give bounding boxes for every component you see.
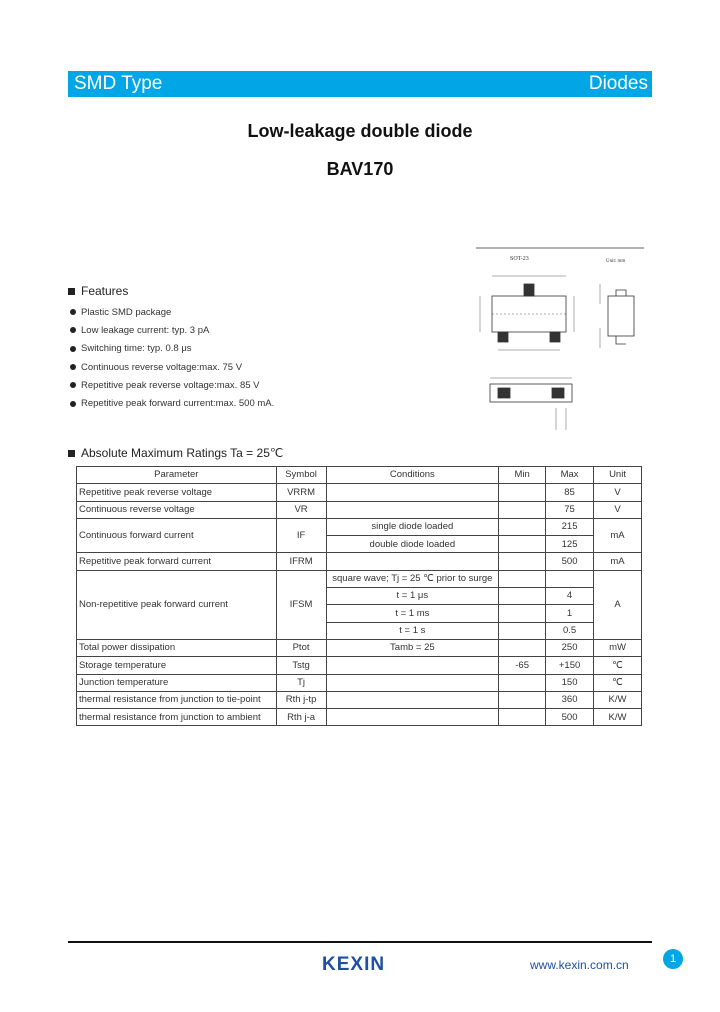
page-number-badge: 1 xyxy=(663,949,683,969)
symbol-cell: Rth j-a xyxy=(276,709,326,726)
bullet-icon xyxy=(70,401,76,407)
min-cell xyxy=(499,709,546,726)
table-row xyxy=(77,518,642,535)
symbol-cell: VRRM xyxy=(276,484,326,501)
min-cell xyxy=(499,674,546,691)
symbol-cell: IF xyxy=(276,518,326,553)
min-cell xyxy=(499,553,546,570)
square-bullet-icon xyxy=(68,450,75,457)
header-bar xyxy=(68,71,652,97)
min-cell xyxy=(499,536,546,553)
condition-cell: t = 1 ms xyxy=(326,605,499,622)
unit-cell: mA xyxy=(594,518,642,553)
unit-cell: K/W xyxy=(594,709,642,726)
condition-cell: Tamb = 25 xyxy=(326,639,499,656)
min-cell xyxy=(499,691,546,708)
min-cell xyxy=(499,622,546,639)
package-side-view xyxy=(600,284,634,348)
condition-cell xyxy=(326,674,499,691)
unit-cell: mA xyxy=(594,553,642,570)
unit-cell: ℃ xyxy=(594,674,642,691)
bullet-icon xyxy=(70,364,76,370)
condition-cell xyxy=(326,501,499,518)
unit-cell: ℃ xyxy=(594,657,642,674)
min-cell xyxy=(499,501,546,518)
footer-divider xyxy=(68,941,652,943)
document-title: Low-leakage double diode xyxy=(247,121,473,141)
min-cell xyxy=(499,570,546,587)
symbol-cell: Tj xyxy=(276,674,326,691)
column-header: Conditions xyxy=(326,467,499,484)
bullet-icon xyxy=(70,327,76,333)
unit-cell: A xyxy=(594,570,642,639)
condition-cell: square wave; Tj = 25 ℃ prior to surge xyxy=(326,570,499,587)
part-number: BAV170 xyxy=(326,159,394,179)
unit-cell: mW xyxy=(594,639,642,656)
list-item: Switching time: typ. 0.8 μs xyxy=(70,340,274,358)
param-cell: thermal resistance from junction to tie-point xyxy=(77,691,277,708)
table-row xyxy=(77,484,642,501)
min-cell xyxy=(499,639,546,656)
list-item: Plastic SMD package xyxy=(70,303,274,321)
param-cell: Storage temperature xyxy=(77,657,277,674)
table-row xyxy=(77,639,642,656)
max-cell: 4 xyxy=(546,588,594,605)
param-cell: thermal resistance from junction to ambient xyxy=(77,709,277,726)
table-row xyxy=(77,570,642,587)
kexin-logo: KEXIN xyxy=(322,954,386,975)
features-heading: Features xyxy=(68,284,128,298)
package-bottom-view xyxy=(490,378,572,430)
table-row xyxy=(77,553,642,570)
condition-cell xyxy=(326,657,499,674)
bullet-icon xyxy=(70,346,76,352)
square-bullet-icon xyxy=(68,288,75,295)
max-cell: 1 xyxy=(546,605,594,622)
package-name-label: SOT-23 xyxy=(510,256,529,262)
list-item: Continuous reverse voltage:max. 75 V xyxy=(70,358,274,376)
column-header: Parameter xyxy=(77,467,277,484)
table-row xyxy=(77,691,642,708)
symbol-cell: IFRM xyxy=(276,553,326,570)
symbol-cell: Ptot xyxy=(276,639,326,656)
features-list xyxy=(70,303,274,413)
website-link[interactable]: www.kexin.com.cn xyxy=(530,958,629,972)
max-cell: 500 xyxy=(546,709,594,726)
max-cell: 500 xyxy=(546,553,594,570)
table-row xyxy=(77,501,642,518)
min-cell xyxy=(499,605,546,622)
header-type: SMD Type xyxy=(74,73,163,94)
symbol-cell: Tstg xyxy=(276,657,326,674)
condition-cell: t = 1 s xyxy=(326,622,499,639)
param-cell: Total power dissipation xyxy=(77,639,277,656)
bullet-icon xyxy=(70,382,76,388)
column-header: Max xyxy=(546,467,594,484)
table-row xyxy=(77,709,642,726)
ratings-table xyxy=(76,466,642,726)
param-cell: Junction temperature xyxy=(77,674,277,691)
list-item: Low leakage current: typ. 3 pA xyxy=(70,321,274,339)
unit-cell: K/W xyxy=(594,691,642,708)
table-row xyxy=(77,674,642,691)
list-item: Repetitive peak reverse voltage:max. 85 V xyxy=(70,376,274,394)
table-row xyxy=(77,657,642,674)
list-item: Repetitive peak forward current:max. 500 mA. xyxy=(70,394,274,412)
max-cell xyxy=(546,570,594,587)
min-cell xyxy=(499,484,546,501)
min-cell: -65 xyxy=(499,657,546,674)
condition-cell xyxy=(326,484,499,501)
max-cell: 215 xyxy=(546,518,594,535)
column-header: Unit xyxy=(594,467,642,484)
table-header-row xyxy=(77,467,642,484)
header-category: Diodes xyxy=(588,73,648,94)
max-cell: 250 xyxy=(546,639,594,656)
min-cell xyxy=(499,518,546,535)
max-cell: 75 xyxy=(546,501,594,518)
unit-cell: V xyxy=(594,501,642,518)
max-cell: 125 xyxy=(546,536,594,553)
condition-cell: single diode loaded xyxy=(326,518,499,535)
max-cell: 360 xyxy=(546,691,594,708)
param-cell: Non-repetitive peak forward current xyxy=(77,570,277,639)
param-cell: Continuous reverse voltage xyxy=(77,501,277,518)
condition-cell xyxy=(326,709,499,726)
min-cell xyxy=(499,588,546,605)
param-cell: Repetitive peak reverse voltage xyxy=(77,484,277,501)
symbol-cell: VR xyxy=(276,501,326,518)
condition-cell: t = 1 μs xyxy=(326,588,499,605)
ratings-heading: Absolute Maximum Ratings Ta = 25℃ xyxy=(68,446,283,460)
condition-cell: double diode loaded xyxy=(326,536,499,553)
symbol-cell: IFSM xyxy=(276,570,326,639)
column-header: Symbol xyxy=(276,467,326,484)
unit-cell: V xyxy=(594,484,642,501)
package-drawing xyxy=(470,244,648,434)
max-cell: 85 xyxy=(546,484,594,501)
package-top-view xyxy=(480,276,574,350)
symbol-cell: Rth j-tp xyxy=(276,691,326,708)
package-unit-label: Unit: mm xyxy=(606,259,626,264)
param-cell: Continuous forward current xyxy=(77,518,277,553)
condition-cell xyxy=(326,691,499,708)
max-cell: 150 xyxy=(546,674,594,691)
condition-cell xyxy=(326,553,499,570)
max-cell: +150 xyxy=(546,657,594,674)
max-cell: 0.5 xyxy=(546,622,594,639)
bullet-icon xyxy=(70,309,76,315)
param-cell: Repetitive peak forward current xyxy=(77,553,277,570)
column-header: Min xyxy=(499,467,546,484)
